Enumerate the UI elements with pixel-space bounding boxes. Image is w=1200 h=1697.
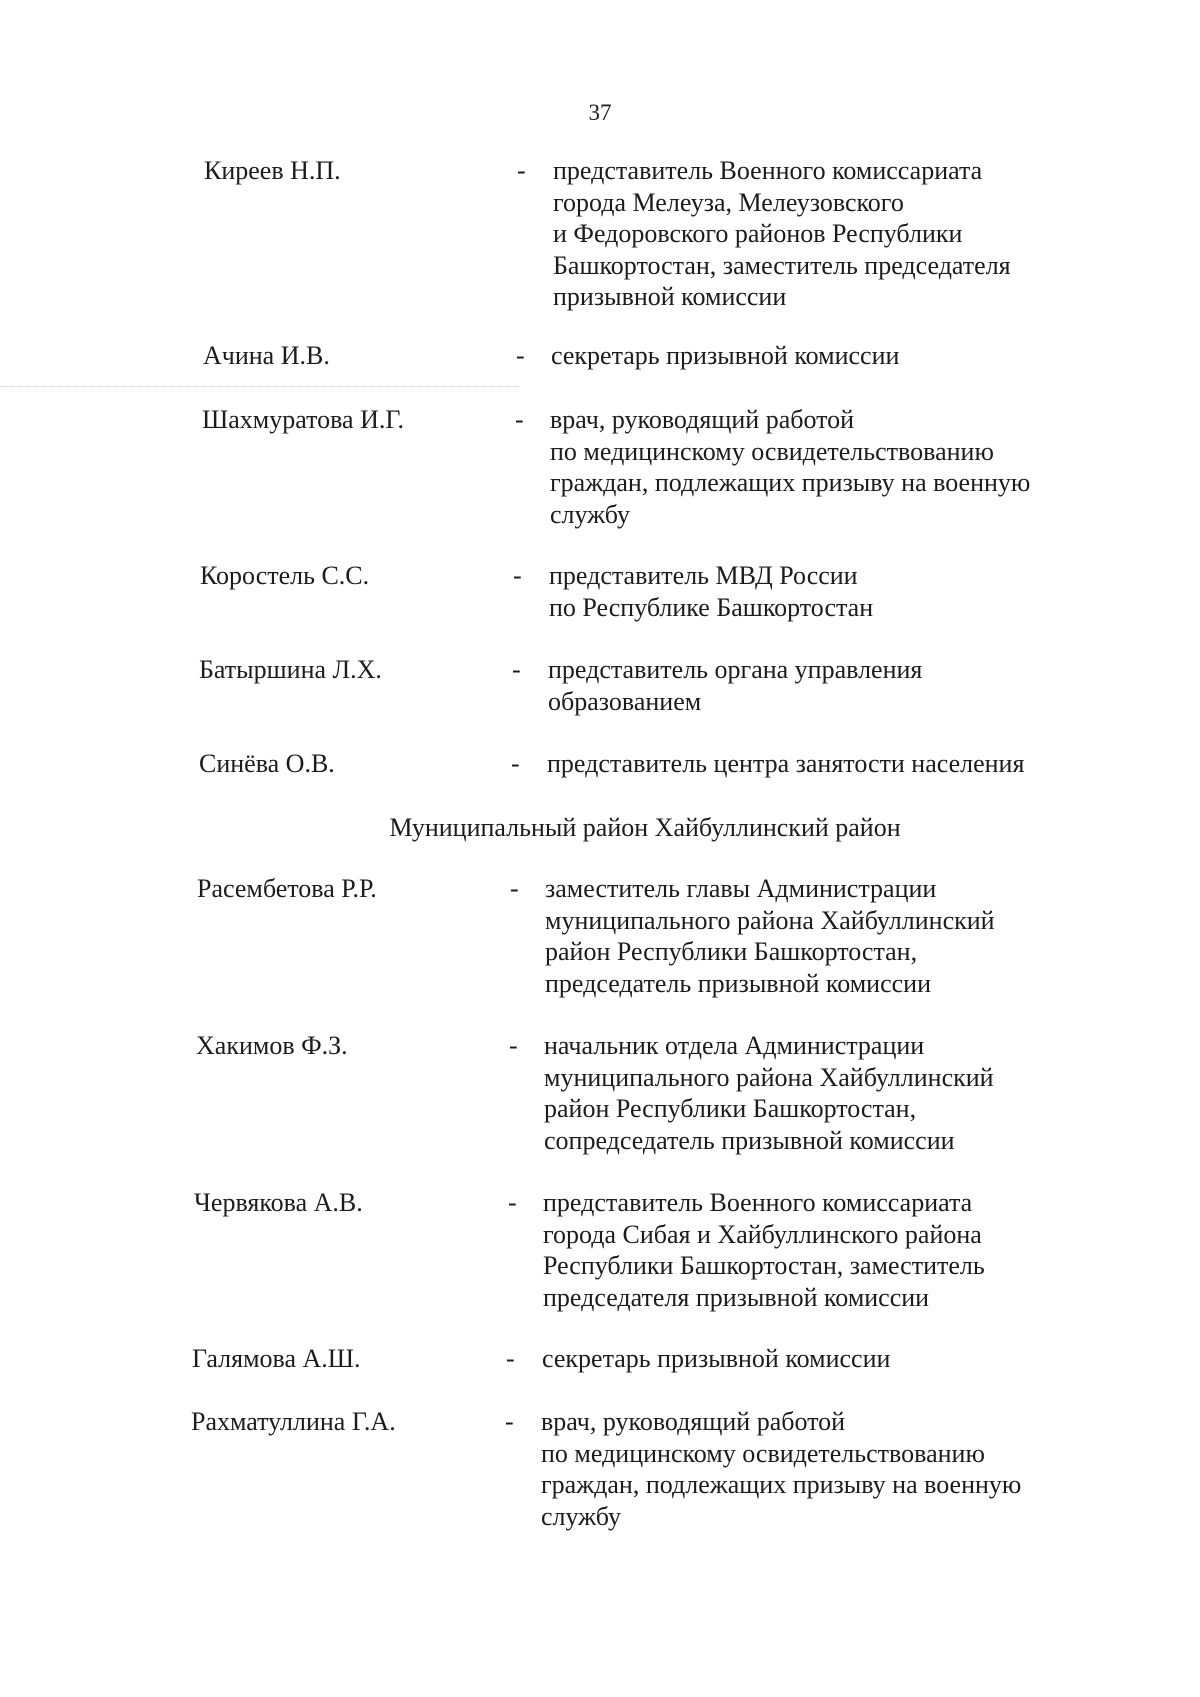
member-name: Шахмуратова И.Г. <box>202 405 404 434</box>
member-name: Киреев Н.П. <box>204 156 341 185</box>
dash: - <box>515 405 524 434</box>
dash: - <box>510 874 519 903</box>
member-role: врач, руководящий работой по медицинскому освидетельствованию граждан, подлежащих призыву на военную службу <box>550 405 1031 529</box>
dash: - <box>506 1344 515 1373</box>
member-role: представитель органа управления образованием <box>548 655 923 716</box>
member-name: Коростель С.С. <box>200 561 370 590</box>
dash: - <box>511 749 520 778</box>
member-role: представитель Военного комиссариата города Сибая и Хайбуллинского района Республики Башкортостан, заместитель председателя призывной комиссии <box>543 1188 985 1312</box>
dash: - <box>516 341 525 370</box>
member-name: Червякова А.В. <box>194 1188 363 1217</box>
member-role: представитель центра занятости населения <box>547 749 1025 778</box>
member-role: секретарь призывной комиссии <box>551 341 900 370</box>
member-role: представитель Военного комиссариата города Мелеуза, Мелеузовского и Федоровского районов Республики Башкортостан, заместитель председателя призывной комиссии <box>553 156 1011 311</box>
dash: - <box>508 1188 517 1217</box>
member-name: Хакимов Ф.З. <box>196 1031 348 1060</box>
section-heading: Муниципальный район Хайбуллинский район <box>389 813 901 842</box>
member-role: представитель МВД России по Республике Башкортостан <box>549 561 874 622</box>
member-name: Ачина И.В. <box>203 341 330 370</box>
member-role: заместитель главы Администрации муниципального района Хайбуллинский район Республики Башкортостан, председатель призывной комиссии <box>545 874 995 998</box>
dash: - <box>512 655 521 684</box>
member-name: Расембетова Р.Р. <box>197 874 377 903</box>
dash: - <box>505 1407 514 1436</box>
member-role: начальник отдела Администрации муниципального района Хайбуллинский район Республики Башкортостан, сопредседатель призывной комиссии <box>544 1031 994 1155</box>
member-name: Галямова А.Ш. <box>192 1344 361 1373</box>
dash: - <box>509 1031 518 1060</box>
dash: - <box>517 156 526 185</box>
member-name: Рахматуллина Г.А. <box>191 1407 396 1436</box>
scan-artifact-line <box>0 386 520 387</box>
member-name: Батыршина Л.Х. <box>199 655 382 684</box>
dash: - <box>513 561 522 590</box>
page-number: 37 <box>588 100 612 125</box>
member-role: врач, руководящий работой по медицинскому освидетельствованию граждан, подлежащих призыву на военную службу <box>541 1407 1022 1531</box>
member-role: секретарь призывной комиссии <box>542 1344 891 1373</box>
member-name: Синёва О.В. <box>199 749 335 778</box>
